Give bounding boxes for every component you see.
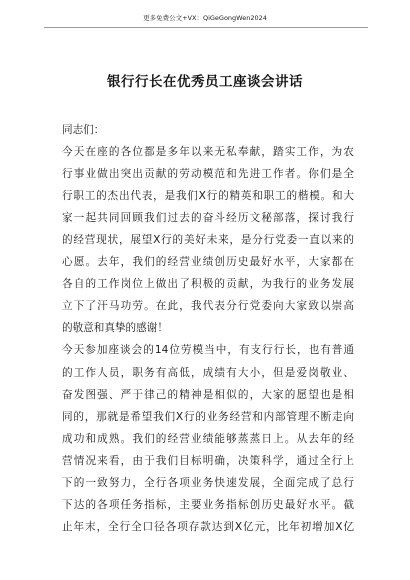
body-line: 的工作人员，职务有高低，成绩有大小，但是爱岗敬业、: [62, 366, 354, 379]
body-line: 奋发图强、严于律己的精神是相似的，大家的愿望也是相: [62, 388, 354, 401]
body-line: 下的一致努力，全行各项业务快速发展，全面完成了总行: [62, 476, 354, 489]
body-line: 同的，那就是希望我们X行的业务经营和内部管理不断走向: [62, 410, 354, 423]
body-line: 的敬意和真挚的感谢！: [62, 322, 168, 335]
document-body: [62, 119, 354, 538]
body-line: 今天在座的各位都是多年以来无私奉献，踏实工作，为农: [62, 146, 354, 159]
document-title: 银行行长在优秀员工座谈会讲话: [107, 74, 303, 90]
body-line: 行事业做出突出贡献的劳动模范和先进工作者。你们是全: [62, 168, 354, 181]
body-line: 各自的工作岗位上做出了积极的贡献，为我行的业务发展: [62, 278, 354, 291]
header-note: 更多免费公文+VX：QiGeGongWen2024: [143, 14, 267, 22]
body-line: 同志们：: [62, 124, 105, 136]
body-line: 立下了汗马功劳。在此，我代表分行党委向大家致以崇高: [62, 300, 354, 313]
body-line: 营情况来看，由于我们目标明确，决策科学，通过全行上: [62, 454, 354, 467]
body-line: 心愿。去年，我们的经营业绩创历史最好水平，大家都在: [62, 256, 354, 269]
body-line: 的经营现状，展望X行的美好未来，是分行党委一直以来的: [62, 234, 354, 247]
header-divider: [44, 27, 368, 28]
body-line: 家一起共同回顾我们过去的奋斗经历文秘部落，探讨我行: [62, 212, 354, 225]
body-line: 下达的各项任务指标，主要业务指标创历史最好水平。截: [62, 498, 354, 511]
body-line: 止年末，全行全口径各项存款达到X亿元，比年初增加X亿: [62, 520, 354, 533]
body-line: 成功和成熟。我们的经营业绩能够蒸蒸日上。从去年的经: [62, 432, 354, 445]
body-line: 行职工的杰出代表，是我们X行的精英和职工的楷模。和大: [62, 190, 354, 203]
body-line: 今天参加座谈会的14位劳模当中，有支行行长，也有普通: [62, 344, 354, 357]
